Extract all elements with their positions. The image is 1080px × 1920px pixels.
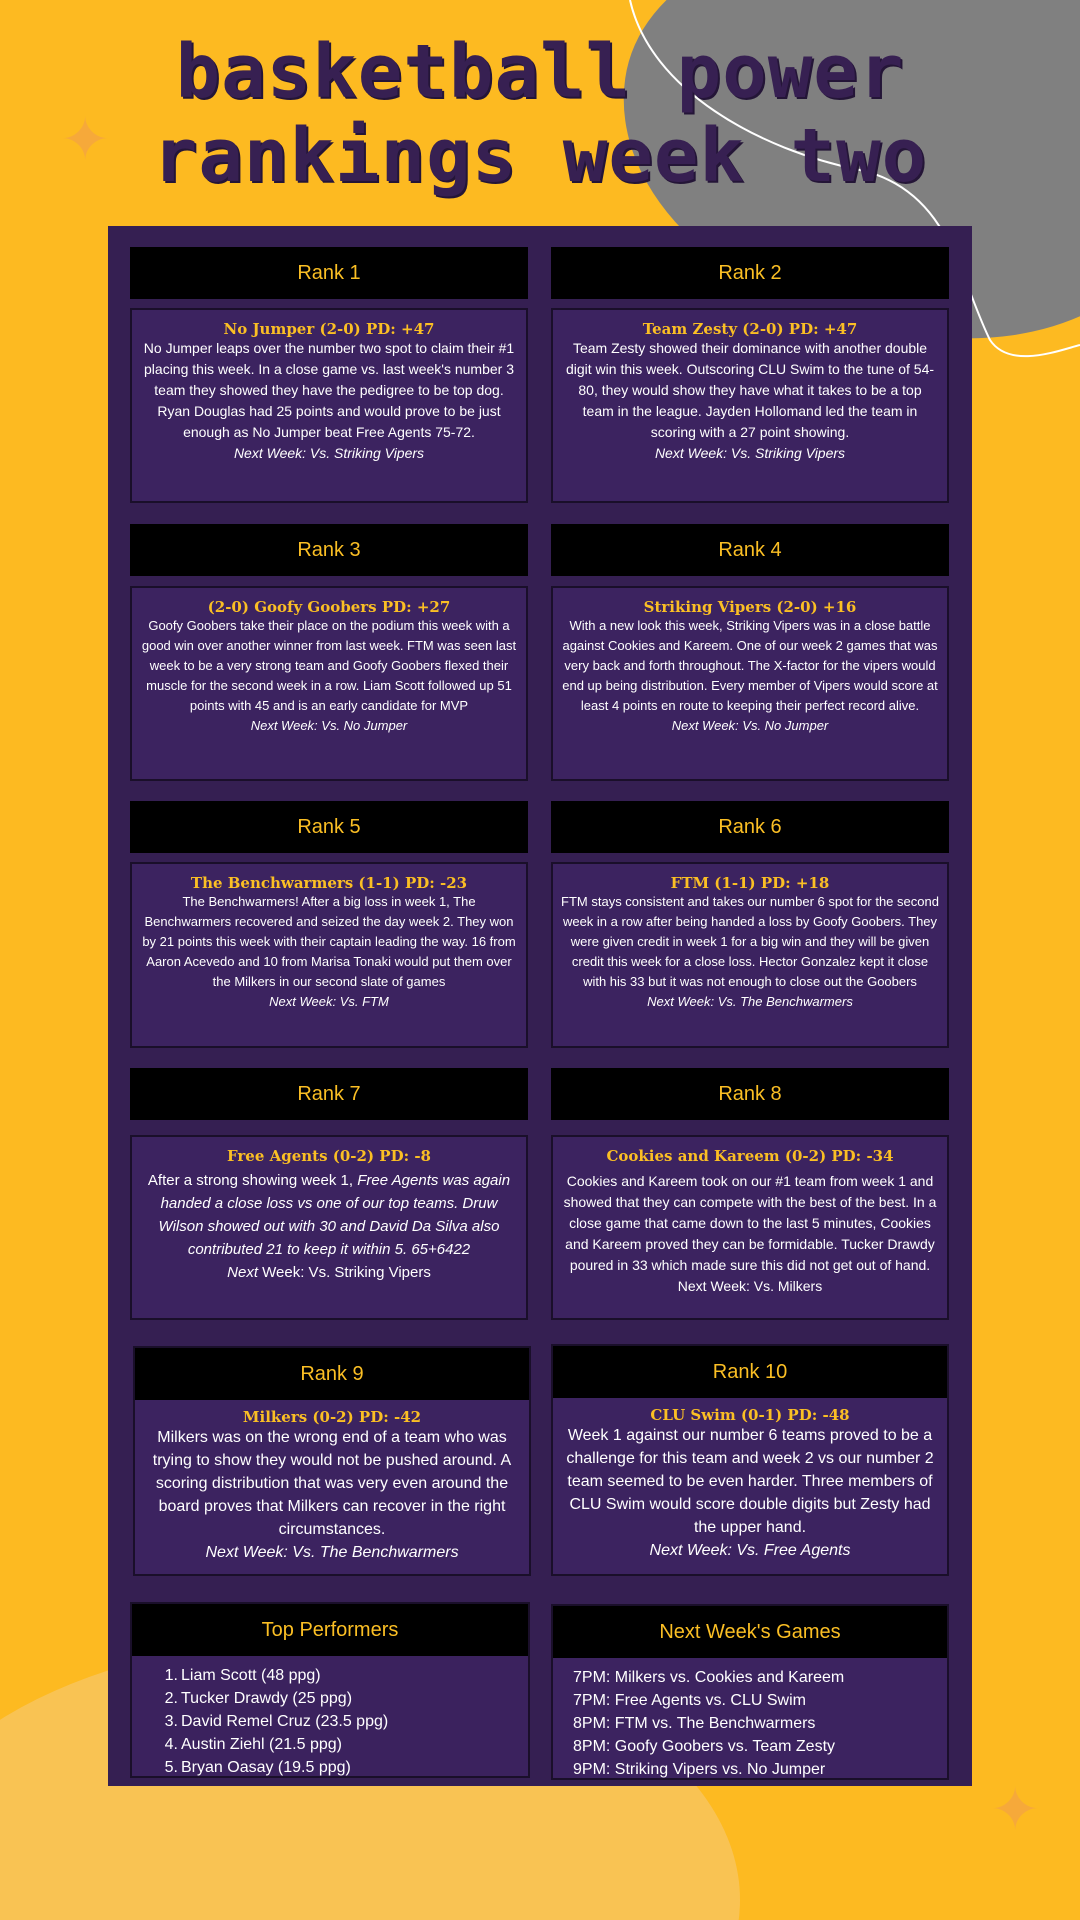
rank-1-team: No Jumper (2-0) PD: +47 — [223, 320, 435, 338]
rank-3-team: (2-0) Goofy Goobers PD: +27 — [207, 598, 451, 616]
rank-7-header: Rank 7 — [130, 1068, 528, 1120]
list-item: 5. Bryan Oasay (19.5 ppg) — [164, 1759, 351, 1776]
rank-10-blurb: Week 1 against our number 6 teams proved to be a challenge for this team and week 2 vs our number 2 team seemed to be even harder. Three members of CLU Swim would score double digits but Zesty had the upper hand. — [566, 1427, 934, 1536]
rank-5-header: Rank 5 — [130, 801, 528, 853]
rank-9-team: Milkers (0-2) PD: -42 — [242, 1408, 422, 1426]
top-performers-header: Top Performers — [132, 1604, 528, 1656]
rank-7-next-week: Next Week: Vs. Striking Vipers — [227, 1264, 431, 1281]
rank-2-header: Rank 2 — [551, 247, 949, 299]
rank-5-team: The Benchwarmers (1-1) PD: -23 — [190, 874, 468, 892]
next-week-games-header: Next Week's Games — [553, 1606, 947, 1658]
list-item: 9PM: Striking Vipers vs. No Jumper — [573, 1761, 826, 1778]
next-week-games-card — [551, 1604, 949, 1780]
page-title: basketball power rankings week two — [152, 29, 928, 199]
rank-7-blurb: After a strong showing week 1, Free Agents was again handed a close loss vs one of our top teams. Druw Wilson showed out with 30 and David Da Silva also contributed 21 to keep it within 5. 65+6422 — [147, 1172, 511, 1258]
rank-6-card — [551, 862, 949, 1048]
rank-3-header: Rank 3 — [130, 524, 528, 576]
rank-3-card — [130, 586, 528, 781]
list-item: 4. Austin Ziehl (21.5 ppg) — [164, 1736, 342, 1753]
rank-8-header: Rank 8 — [551, 1068, 949, 1120]
rank-1-blurb: No Jumper leaps over the number two spot to claim their #1 placing this week. In a close game vs. last week's number 3 team they showed they have the pedigree to be top dog. Ryan Douglas had 25 points and would prove to be just enough as No Jumper beat Free Agents 75-72. — [143, 340, 515, 440]
list-item: 1. Liam Scott (48 ppg) — [164, 1667, 321, 1684]
list-item: 8PM: Goofy Goobers vs. Team Zesty — [573, 1738, 836, 1755]
next-week-games-list — [553, 1658, 947, 1781]
list-item: 7PM: Free Agents vs. CLU Swim — [573, 1692, 806, 1709]
rank-9-blurb: Milkers was on the wrong end of a team who was trying to show they would not be pushed around. A scoring distribution that was very even around the board proves that Milkers can recover in the right circumstances. — [152, 1429, 512, 1538]
rank-10-next-week: Next Week: Vs. Free Agents — [649, 1542, 851, 1559]
rank-5-next-week: Next Week: Vs. FTM — [269, 994, 389, 1009]
top-performers-list — [132, 1656, 528, 1779]
list-item: 7PM: Milkers vs. Cookies and Kareem — [573, 1669, 845, 1686]
rank-4-header: Rank 4 — [551, 524, 949, 576]
sparkle-icon: ✦ — [990, 1775, 1041, 1845]
rank-8-card — [551, 1135, 949, 1320]
rank-1-card — [130, 308, 528, 503]
rank-7-team: Free Agents (0-2) PD: -8 — [227, 1147, 431, 1165]
rank-4-next-week: Next Week: Vs. No Jumper — [671, 718, 829, 733]
rank-8-team: Cookies and Kareem (0-2) PD: -34 — [606, 1147, 894, 1165]
rank-5-blurb: The Benchwarmers! After a big loss in week 1, The Benchwarmers recovered and seized the day week 2. They won by 21 points this week with their captain leading the way. 16 from Aaron Acevedo and 10 from Marisa Tonaki would put them over the Milkers in our second slate of games — [142, 894, 516, 989]
rank-10-card — [551, 1344, 949, 1576]
rank-4-blurb: With a new look this week, Striking Vipers was in a close battle against Cookies and Kareem. One of our week 2 games that was very back and forth throughout. The X-factor for the vipers would end up being distribution. Every member of Vipers would score at least 4 points en route to keeping their perfect record alive. — [562, 618, 938, 713]
rank-1-header: Rank 1 — [130, 247, 528, 299]
list-item: 3. David Remel Cruz (23.5 ppg) — [164, 1713, 389, 1730]
rank-10-header: Rank 10 — [553, 1346, 947, 1398]
rank-3-blurb: Goofy Goobers take their place on the podium this week with a good win over another winner from last week. FTM was seen last week to be a very strong team and Goofy Goobers flexed their muscle for the second week in a row. Liam Scott followed up 51 points with 45 and is an early candidate for MVP — [141, 618, 517, 713]
rank-8-blurb: Cookies and Kareem took on our #1 team from week 1 and showed that they can compete with the best of the best. In a close game that came down to the last 5 minutes, Cookies and Kareem proved they can be formidable. Tucker Drawdy poured in 33 which made sure this did not get out of hand. — [563, 1173, 937, 1273]
rank-6-next-week: Next Week: Vs. The Benchwarmers — [647, 994, 853, 1009]
rank-7-card — [130, 1135, 528, 1320]
rank-2-team: Team Zesty (2-0) PD: +47 — [642, 320, 858, 338]
rank-5-card — [130, 862, 528, 1048]
top-performers-card — [130, 1602, 530, 1778]
rank-9-card — [133, 1346, 531, 1576]
rank-10-team: CLU Swim (0-1) PD: -48 — [650, 1406, 850, 1424]
rank-2-next-week: Next Week: Vs. Striking Vipers — [654, 445, 846, 461]
rank-6-header: Rank 6 — [551, 801, 949, 853]
rank-6-team: FTM (1-1) PD: +18 — [670, 874, 830, 892]
rank-4-card — [551, 586, 949, 781]
rank-9-next-week: Next Week: Vs. The Benchwarmers — [205, 1544, 459, 1561]
rank-2-card — [551, 308, 949, 503]
sparkle-icon: ✦ — [60, 105, 111, 175]
rank-2-blurb: Team Zesty showed their dominance with another double digit win this week. Outscoring CLU Swim to the tune of 54-80, they would show they have what it takes to be a top team in the league. Jayden Hollomand led the team in scoring with a 27 point showing. — [565, 340, 935, 440]
list-item: 2. Tucker Drawdy (25 ppg) — [164, 1690, 353, 1707]
rank-3-next-week: Next Week: Vs. No Jumper — [250, 718, 408, 733]
rank-4-team: Striking Vipers (2-0) +16 — [643, 598, 857, 616]
list-item: 8PM: FTM vs. The Benchwarmers — [573, 1715, 816, 1732]
rank-8-next-week: Next Week: Vs. Milkers — [677, 1278, 823, 1294]
rank-9-header: Rank 9 — [135, 1348, 529, 1400]
rank-1-next-week: Next Week: Vs. Striking Vipers — [233, 445, 425, 461]
rank-6-blurb: FTM stays consistent and takes our number 6 spot for the second week in a row after being handed a loss by Goofy Goobers. They were given credit in week 1 for a big win and they will be given credit this week for a close loss. Hector Gonzalez kept it close with his 33 but it was not enough to close out the Goobers — [561, 894, 939, 989]
